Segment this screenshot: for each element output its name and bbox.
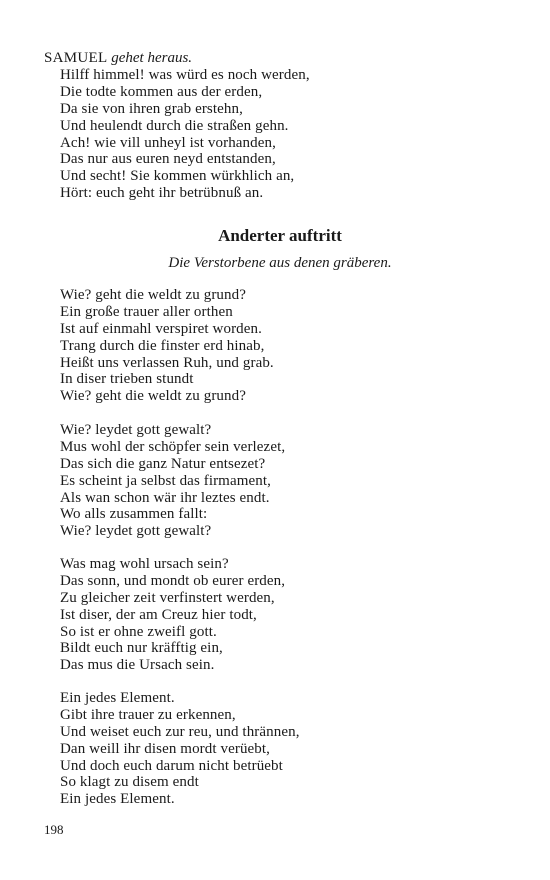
verse-line: Hört: euch geht ihr betrübnuß an. — [60, 185, 264, 202]
verse-line: Das sonn, und mondt ob eurer erden, — [60, 572, 286, 589]
verse-line: Ach! wie vill unheyl ist vorhanden, — [60, 134, 276, 151]
verse-line: Da sie von ihren grab erstehn, — [60, 100, 243, 117]
verse-line: So ist er ohne zweifl gott. — [60, 623, 217, 640]
verse-line: Hilff himmel! was würd es noch werden, — [60, 67, 310, 83]
verse-line: Das nur aus euren neyd entstanden, — [60, 151, 276, 168]
verse-line: Ein jedes Element. — [60, 791, 175, 808]
verse-line: Ist diser, der am Creuz hier todt, — [60, 606, 257, 623]
speaker-name: SAMUEL — [44, 50, 108, 66]
verse-line: Ist auf einmahl verspiret worden. — [60, 320, 262, 337]
verse-line: Ein jedes Element. — [60, 690, 175, 706]
verse-line: Dan weill ihr disen mordt verüebt, — [60, 740, 271, 757]
verse-line: Wie? geht die weldt zu grund? — [60, 388, 246, 405]
verse-line: Die todte kommen aus der erden, — [60, 83, 263, 100]
verse-line: So klagt zu disem endt — [60, 774, 199, 791]
verse-line: Ein große trauer aller orthen — [60, 303, 233, 320]
stanza-2 — [60, 422, 285, 540]
verse-line: Bildt euch nur kräfftig ein, — [60, 640, 223, 657]
stage-direction: gehet heraus. — [111, 50, 193, 66]
verse-line: Wie? geht die weldt zu grund? — [60, 287, 246, 303]
verse-line: Wo alls zusammen fallt: — [60, 506, 208, 523]
verse-line: Zu gleicher zeit verfinstert werden, — [60, 589, 275, 606]
verse-line: Und heulendt durch die straßen gehn. — [60, 117, 289, 134]
verse-line: Heißt uns verlassen Ruh, und grab. — [60, 354, 274, 371]
verse-line: Und doch euch darum nicht betrüebt — [60, 757, 283, 774]
samuel-speech — [60, 67, 310, 202]
verse-line: Was mag wohl ursach sein? — [60, 556, 229, 572]
stanza-4 — [60, 690, 300, 808]
stanza-3 — [60, 556, 285, 674]
verse-line: Das mus die Ursach sein. — [60, 657, 215, 674]
stanza-1 — [60, 287, 274, 405]
verse-line: Wie? leydet gott gewalt? — [60, 523, 212, 540]
verse-line: Trang durch die finster erd hinab, — [60, 337, 265, 354]
verse-line: Und weiset euch zur reu, und thrännen, — [60, 723, 300, 740]
verse-line: Das sich die ganz Natur entsezet? — [60, 455, 266, 472]
speaker-line — [44, 50, 192, 67]
verse-line: Mus wohl der schöpfer sein verlezet, — [60, 438, 286, 455]
scene-stage-direction: Die Verstorbene aus denen gräberen. — [168, 255, 392, 271]
verse-line: Wie? leydet gott gewalt? — [60, 422, 212, 438]
verse-line: In diser trieben stundt — [60, 371, 194, 388]
verse-line: Als wan schon wär ihr leztes endt. — [60, 489, 270, 506]
verse-line: Es scheint ja selbst das firmament, — [60, 472, 271, 489]
verse-line: Und secht! Sie kommen würkhlich an, — [60, 168, 295, 185]
scene-heading: Anderter auftritt — [218, 226, 342, 245]
page-number: 198 — [44, 822, 64, 837]
verse-line: Gibt ihre trauer zu erkennen, — [60, 706, 236, 723]
